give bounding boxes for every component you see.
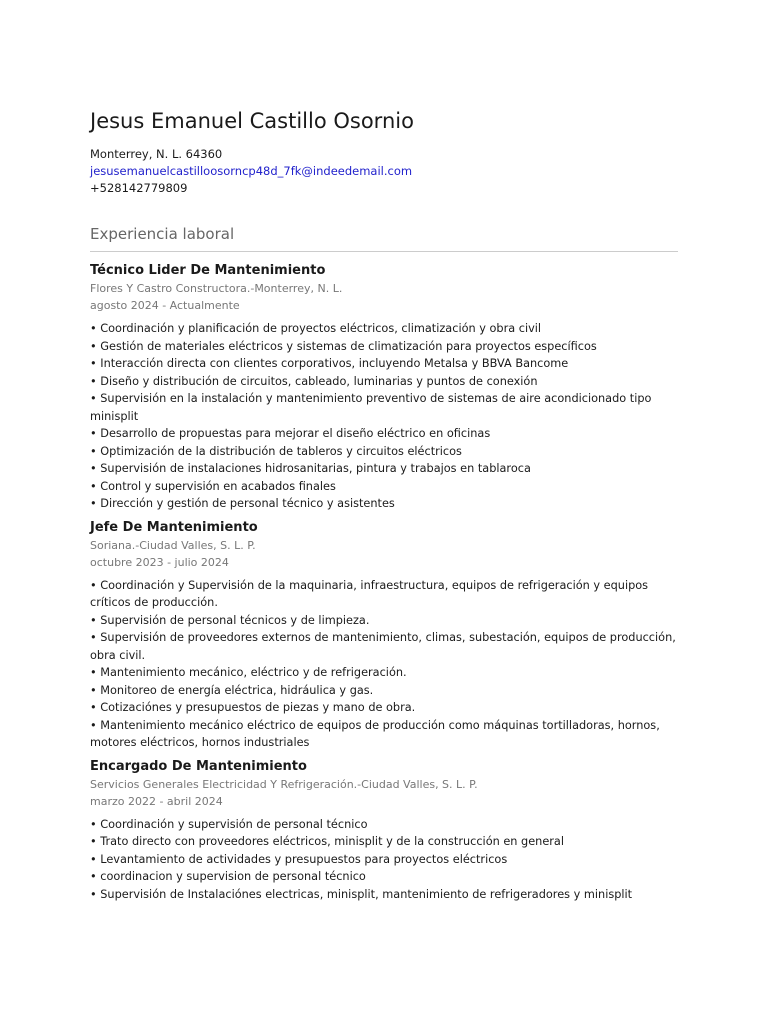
job-bullet: • Interacción directa con clientes corporativos, incluyendo Metalsa y BBVA Bancome [90, 357, 569, 370]
email-link[interactable]: jesusemanuelcastilloosorncp48d_7fk@indeedemail.com [90, 164, 413, 178]
candidate-name: Jesus Emanuel Castillo Osornio [90, 109, 414, 133]
job-bullet: • Cotizaciónes y presupuestos de piezas y mano de obra. [90, 701, 416, 714]
section-title-work-experience: Experiencia laboral [90, 223, 678, 252]
job-bullet: • Supervisión de proveedores externos de mantenimiento, climas, subestación, equipos de producción, obra civil. [90, 631, 676, 662]
job-bullet: • Desarrollo de propuestas para mejorar el diseño eléctrico en oficinas [90, 427, 491, 440]
job-bullet-list [90, 577, 678, 752]
job-bullet: • Diseño y distribución de circuitos, cableado, luminarias y puntos de conexión [90, 374, 538, 388]
job-title: Técnico Lider De Mantenimiento [90, 263, 326, 278]
job-bullet: • Trato directo con proveedores eléctricos, minisplit y de la construcción en general [90, 835, 564, 848]
job-entry [90, 758, 678, 904]
job-bullet: • Mantenimiento mecánico, eléctrico y de refrigeración. [90, 666, 407, 679]
job-company: Flores Y Castro Constructora.-Monterrey, N. L. [90, 282, 343, 295]
job-dates: octubre 2023 - julio 2024 [90, 555, 229, 569]
location-text: Monterrey, N. L. 64360 [90, 147, 223, 161]
job-bullet: • Supervisión en la instalación y mantenimiento preventivo de sistemas de aire acondicionado tipo minisplit [90, 392, 652, 423]
phone-text: +528142779809 [90, 181, 188, 195]
job-entry [90, 262, 678, 513]
job-bullet: • Coordinación y supervisión de personal técnico [90, 817, 368, 831]
job-bullet: • Coordinación y Supervisión de la maquinaria, infraestructura, equipos de refrigeración y equipos críticos de producción. [90, 578, 649, 609]
job-bullet: • Control y supervisión en acabados finales [90, 479, 336, 493]
job-bullet: • Gestión de materiales eléctricos y sistemas de climatización para proyectos específicos [90, 339, 597, 353]
job-company: Soriana.-Ciudad Valles, S. L. P. [90, 538, 256, 552]
job-title: Encargado De Mantenimiento [90, 758, 307, 774]
job-bullet: • Coordinación y planificación de proyectos eléctricos, climatización y obra civil [90, 322, 542, 335]
job-dates: marzo 2022 - abril 2024 [90, 794, 223, 808]
job-title: Jefe De Mantenimiento [90, 519, 258, 535]
job-bullet: • Optimización de la distribución de tableros y circuitos eléctricos [90, 444, 462, 458]
job-bullet: • Levantamiento de actividades y presupuestos para proyectos eléctricos [90, 852, 508, 866]
job-bullet: • Monitoreo de energía eléctrica, hidráulica y gas. [90, 683, 374, 697]
job-bullet: • coordinacion y supervision de personal técnico [90, 870, 366, 883]
job-company: Servicios Generales Electricidad Y Refrigeración.-Ciudad Valles, S. L. P. [90, 777, 478, 791]
job-bullet-list [90, 320, 678, 513]
job-bullet-list [90, 816, 678, 904]
job-bullet: • Dirección y gestión de personal técnico y asistentes [90, 497, 395, 510]
job-bullet: • Supervisión de Instalaciónes electricas, minisplit, mantenimiento de refrigeradores y minisplit [90, 887, 633, 901]
job-bullet: • Mantenimiento mecánico eléctrico de equipos de producción como máquinas tortilladoras, hornos, motores eléctricos, hornos industriales [90, 718, 660, 749]
job-bullet: • Supervisión de instalaciones hidrosanitarias, pintura y trabajos en tablaroca [90, 462, 531, 475]
job-bullet: • Supervisión de personal técnicos y de limpieza. [90, 613, 370, 627]
job-dates: agosto 2024 - Actualmente [90, 299, 240, 312]
job-entry [90, 519, 678, 752]
